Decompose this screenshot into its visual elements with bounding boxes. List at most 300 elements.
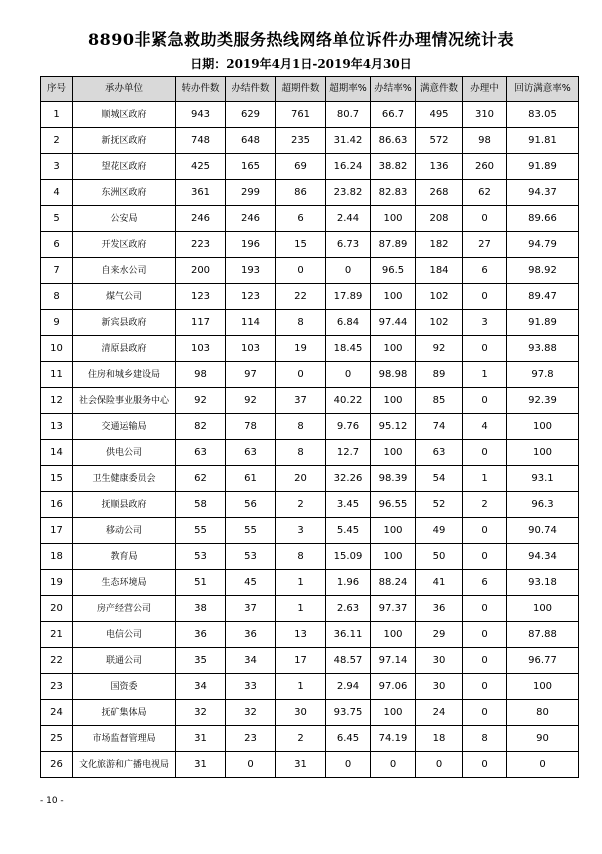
cell-overdue-rate: 12.7	[326, 440, 371, 466]
cell-satisfied: 30	[416, 674, 463, 700]
cell-index: 24	[41, 700, 73, 726]
cell-overdue-rate: 0	[326, 362, 371, 388]
cell-satisfied: 74	[416, 414, 463, 440]
cell-satisfied: 30	[416, 648, 463, 674]
cell-index: 4	[41, 180, 73, 206]
cell-in-progress: 0	[463, 206, 507, 232]
table-row	[41, 466, 579, 492]
page-number: - 10 -	[40, 796, 64, 806]
cell-satisfied: 24	[416, 700, 463, 726]
column-header-index: 序号	[41, 77, 73, 102]
cell-index: 14	[41, 440, 73, 466]
cell-transferred: 82	[176, 414, 226, 440]
cell-overdue: 1	[276, 674, 326, 700]
cell-completion-rate: 100	[371, 388, 416, 414]
cell-overdue-rate: 32.26	[326, 466, 371, 492]
column-header-completion-rate: 办结率%	[371, 77, 416, 102]
cell-completed: 123	[226, 284, 276, 310]
cell-unit: 开发区政府	[73, 232, 176, 258]
cell-completion-rate: 100	[371, 440, 416, 466]
cell-index: 26	[41, 752, 73, 778]
cell-overdue: 20	[276, 466, 326, 492]
cell-completed: 23	[226, 726, 276, 752]
cell-satisfaction-rate: 94.79	[507, 232, 579, 258]
cell-unit: 公安局	[73, 206, 176, 232]
cell-overdue-rate: 2.44	[326, 206, 371, 232]
cell-index: 10	[41, 336, 73, 362]
cell-satisfaction-rate: 89.66	[507, 206, 579, 232]
cell-in-progress: 0	[463, 674, 507, 700]
cell-unit: 供电公司	[73, 440, 176, 466]
cell-overdue: 17	[276, 648, 326, 674]
cell-transferred: 58	[176, 492, 226, 518]
cell-unit: 生态环境局	[73, 570, 176, 596]
cell-in-progress: 1	[463, 466, 507, 492]
cell-overdue-rate: 0	[326, 258, 371, 284]
table-row	[41, 258, 579, 284]
table-row	[41, 362, 579, 388]
cell-in-progress: 0	[463, 648, 507, 674]
cell-completion-rate: 100	[371, 622, 416, 648]
cell-completion-rate: 100	[371, 284, 416, 310]
cell-satisfied: 102	[416, 310, 463, 336]
cell-completion-rate: 100	[371, 544, 416, 570]
cell-index: 16	[41, 492, 73, 518]
table-row	[41, 726, 579, 752]
cell-satisfied: 63	[416, 440, 463, 466]
cell-satisfied: 0	[416, 752, 463, 778]
column-header-in-progress: 办理中	[463, 77, 507, 102]
cell-overdue-rate: 80.7	[326, 102, 371, 128]
cell-index: 6	[41, 232, 73, 258]
cell-overdue: 37	[276, 388, 326, 414]
date-range: 日期：2019年4月1日-2019年4月30日	[190, 57, 412, 71]
cell-transferred: 123	[176, 284, 226, 310]
cell-in-progress: 310	[463, 102, 507, 128]
cell-overdue: 8	[276, 310, 326, 336]
cell-transferred: 92	[176, 388, 226, 414]
cell-satisfied: 41	[416, 570, 463, 596]
cell-overdue: 235	[276, 128, 326, 154]
cell-in-progress: 0	[463, 388, 507, 414]
cell-in-progress: 8	[463, 726, 507, 752]
cell-transferred: 117	[176, 310, 226, 336]
cell-in-progress: 27	[463, 232, 507, 258]
table-row	[41, 440, 579, 466]
cell-completion-rate: 88.24	[371, 570, 416, 596]
cell-overdue-rate: 18.45	[326, 336, 371, 362]
cell-transferred: 246	[176, 206, 226, 232]
cell-completion-rate: 97.06	[371, 674, 416, 700]
cell-index: 7	[41, 258, 73, 284]
cell-completed: 246	[226, 206, 276, 232]
cell-satisfied: 268	[416, 180, 463, 206]
cell-index: 9	[41, 310, 73, 336]
cell-in-progress: 4	[463, 414, 507, 440]
cell-satisfied: 85	[416, 388, 463, 414]
cell-overdue-rate: 9.76	[326, 414, 371, 440]
cell-in-progress: 0	[463, 700, 507, 726]
cell-unit: 国资委	[73, 674, 176, 700]
cell-completion-rate: 100	[371, 336, 416, 362]
cell-overdue-rate: 6.84	[326, 310, 371, 336]
cell-completed: 78	[226, 414, 276, 440]
cell-transferred: 943	[176, 102, 226, 128]
cell-completed: 648	[226, 128, 276, 154]
cell-satisfied: 49	[416, 518, 463, 544]
cell-in-progress: 0	[463, 752, 507, 778]
column-header-unit: 承办单位	[73, 77, 176, 102]
column-header-completed: 办结件数	[226, 77, 276, 102]
cell-in-progress: 6	[463, 570, 507, 596]
cell-index: 8	[41, 284, 73, 310]
cell-unit: 望花区政府	[73, 154, 176, 180]
cell-completed: 63	[226, 440, 276, 466]
cell-completion-rate: 97.37	[371, 596, 416, 622]
cell-transferred: 32	[176, 700, 226, 726]
cell-transferred: 35	[176, 648, 226, 674]
column-header-satisfaction-rate: 回访满意率%	[507, 77, 579, 102]
cell-index: 18	[41, 544, 73, 570]
cell-overdue: 3	[276, 518, 326, 544]
cell-unit: 电信公司	[73, 622, 176, 648]
cell-unit: 住房和城乡建设局	[73, 362, 176, 388]
cell-unit: 联通公司	[73, 648, 176, 674]
cell-completion-rate: 74.19	[371, 726, 416, 752]
cell-satisfied: 36	[416, 596, 463, 622]
cell-index: 19	[41, 570, 73, 596]
cell-completed: 0	[226, 752, 276, 778]
cell-satisfied: 182	[416, 232, 463, 258]
cell-satisfaction-rate: 93.1	[507, 466, 579, 492]
cell-satisfied: 92	[416, 336, 463, 362]
statistics-table	[40, 76, 579, 778]
cell-satisfaction-rate: 93.18	[507, 570, 579, 596]
cell-overdue: 1	[276, 596, 326, 622]
cell-completed: 33	[226, 674, 276, 700]
cell-unit: 市场监督管理局	[73, 726, 176, 752]
cell-satisfaction-rate: 80	[507, 700, 579, 726]
cell-overdue-rate: 36.11	[326, 622, 371, 648]
cell-index: 25	[41, 726, 73, 752]
cell-unit: 自来水公司	[73, 258, 176, 284]
cell-overdue-rate: 23.82	[326, 180, 371, 206]
cell-satisfied: 29	[416, 622, 463, 648]
cell-overdue: 0	[276, 258, 326, 284]
cell-completed: 629	[226, 102, 276, 128]
cell-index: 15	[41, 466, 73, 492]
cell-in-progress: 1	[463, 362, 507, 388]
cell-overdue-rate: 17.89	[326, 284, 371, 310]
cell-completed: 53	[226, 544, 276, 570]
cell-satisfaction-rate: 89.47	[507, 284, 579, 310]
cell-index: 1	[41, 102, 73, 128]
cell-in-progress: 0	[463, 336, 507, 362]
cell-completion-rate: 97.14	[371, 648, 416, 674]
cell-completed: 196	[226, 232, 276, 258]
table-row	[41, 388, 579, 414]
cell-completion-rate: 100	[371, 700, 416, 726]
cell-completed: 36	[226, 622, 276, 648]
cell-in-progress: 98	[463, 128, 507, 154]
cell-satisfaction-rate: 91.89	[507, 154, 579, 180]
document-title: 8890非紧急救助类服务热线网络单位诉件办理情况统计表	[87, 30, 515, 49]
cell-unit: 移动公司	[73, 518, 176, 544]
cell-completion-rate: 38.82	[371, 154, 416, 180]
cell-overdue-rate: 5.45	[326, 518, 371, 544]
cell-overdue-rate: 93.75	[326, 700, 371, 726]
cell-transferred: 98	[176, 362, 226, 388]
cell-transferred: 223	[176, 232, 226, 258]
table-row	[41, 206, 579, 232]
cell-completed: 299	[226, 180, 276, 206]
cell-overdue: 15	[276, 232, 326, 258]
cell-unit: 新宾县政府	[73, 310, 176, 336]
table-row	[41, 284, 579, 310]
cell-satisfied: 50	[416, 544, 463, 570]
cell-index: 5	[41, 206, 73, 232]
cell-completed: 92	[226, 388, 276, 414]
column-header-satisfied: 满意件数	[416, 77, 463, 102]
column-header-overdue-rate: 超期率%	[326, 77, 371, 102]
cell-completion-rate: 95.12	[371, 414, 416, 440]
cell-unit: 房产经营公司	[73, 596, 176, 622]
cell-completed: 45	[226, 570, 276, 596]
table-row	[41, 128, 579, 154]
cell-overdue-rate: 40.22	[326, 388, 371, 414]
cell-overdue-rate: 0	[326, 752, 371, 778]
cell-overdue: 86	[276, 180, 326, 206]
table-row	[41, 648, 579, 674]
cell-completed: 56	[226, 492, 276, 518]
table-header-row	[41, 77, 579, 102]
cell-overdue: 6	[276, 206, 326, 232]
cell-satisfaction-rate: 90.74	[507, 518, 579, 544]
cell-transferred: 63	[176, 440, 226, 466]
cell-in-progress: 3	[463, 310, 507, 336]
cell-overdue-rate: 2.94	[326, 674, 371, 700]
cell-completion-rate: 98.98	[371, 362, 416, 388]
table-row	[41, 752, 579, 778]
cell-overdue: 0	[276, 362, 326, 388]
cell-in-progress: 0	[463, 518, 507, 544]
cell-index: 21	[41, 622, 73, 648]
cell-overdue-rate: 15.09	[326, 544, 371, 570]
cell-satisfied: 572	[416, 128, 463, 154]
cell-transferred: 36	[176, 622, 226, 648]
cell-overdue-rate: 1.96	[326, 570, 371, 596]
cell-completed: 32	[226, 700, 276, 726]
column-header-overdue: 超期件数	[276, 77, 326, 102]
cell-satisfaction-rate: 100	[507, 674, 579, 700]
cell-satisfaction-rate: 96.77	[507, 648, 579, 674]
cell-completion-rate: 97.44	[371, 310, 416, 336]
cell-transferred: 361	[176, 180, 226, 206]
cell-unit: 清原县政府	[73, 336, 176, 362]
cell-overdue: 2	[276, 492, 326, 518]
cell-unit: 文化旅游和广播电视局	[73, 752, 176, 778]
cell-satisfied: 89	[416, 362, 463, 388]
cell-in-progress: 0	[463, 544, 507, 570]
cell-completion-rate: 96.55	[371, 492, 416, 518]
cell-unit: 教育局	[73, 544, 176, 570]
cell-in-progress: 6	[463, 258, 507, 284]
cell-transferred: 55	[176, 518, 226, 544]
cell-overdue-rate: 3.45	[326, 492, 371, 518]
cell-unit: 新抚区政府	[73, 128, 176, 154]
cell-overdue: 8	[276, 414, 326, 440]
cell-completion-rate: 82.83	[371, 180, 416, 206]
cell-completed: 61	[226, 466, 276, 492]
cell-transferred: 53	[176, 544, 226, 570]
cell-satisfied: 495	[416, 102, 463, 128]
cell-completion-rate: 100	[371, 206, 416, 232]
cell-in-progress: 62	[463, 180, 507, 206]
cell-satisfaction-rate: 90	[507, 726, 579, 752]
cell-satisfaction-rate: 100	[507, 440, 579, 466]
cell-transferred: 748	[176, 128, 226, 154]
table-row	[41, 414, 579, 440]
cell-satisfaction-rate: 83.05	[507, 102, 579, 128]
cell-unit: 顺城区政府	[73, 102, 176, 128]
cell-transferred: 62	[176, 466, 226, 492]
cell-completion-rate: 86.63	[371, 128, 416, 154]
cell-satisfaction-rate: 91.89	[507, 310, 579, 336]
cell-in-progress: 0	[463, 284, 507, 310]
cell-overdue: 69	[276, 154, 326, 180]
cell-completed: 55	[226, 518, 276, 544]
cell-transferred: 103	[176, 336, 226, 362]
cell-overdue-rate: 31.42	[326, 128, 371, 154]
cell-unit: 煤气公司	[73, 284, 176, 310]
cell-unit: 东洲区政府	[73, 180, 176, 206]
cell-satisfaction-rate: 92.39	[507, 388, 579, 414]
cell-in-progress: 0	[463, 440, 507, 466]
cell-satisfaction-rate: 100	[507, 596, 579, 622]
cell-in-progress: 0	[463, 622, 507, 648]
cell-index: 2	[41, 128, 73, 154]
cell-overdue-rate: 16.24	[326, 154, 371, 180]
cell-transferred: 425	[176, 154, 226, 180]
cell-overdue-rate: 2.63	[326, 596, 371, 622]
cell-completed: 34	[226, 648, 276, 674]
cell-completion-rate: 0	[371, 752, 416, 778]
table-row	[41, 180, 579, 206]
table-row	[41, 336, 579, 362]
cell-satisfaction-rate: 91.81	[507, 128, 579, 154]
cell-satisfied: 52	[416, 492, 463, 518]
cell-completed: 103	[226, 336, 276, 362]
cell-overdue: 19	[276, 336, 326, 362]
cell-transferred: 200	[176, 258, 226, 284]
cell-index: 3	[41, 154, 73, 180]
cell-index: 17	[41, 518, 73, 544]
cell-satisfaction-rate: 87.88	[507, 622, 579, 648]
cell-unit: 社会保险事业服务中心	[73, 388, 176, 414]
cell-satisfaction-rate: 0	[507, 752, 579, 778]
column-header-transferred: 转办件数	[176, 77, 226, 102]
table-row	[41, 544, 579, 570]
cell-satisfied: 102	[416, 284, 463, 310]
cell-overdue: 13	[276, 622, 326, 648]
cell-transferred: 31	[176, 752, 226, 778]
table-row	[41, 518, 579, 544]
cell-index: 22	[41, 648, 73, 674]
cell-satisfaction-rate: 98.92	[507, 258, 579, 284]
cell-transferred: 34	[176, 674, 226, 700]
cell-overdue: 8	[276, 440, 326, 466]
table-row	[41, 492, 579, 518]
cell-unit: 交通运输局	[73, 414, 176, 440]
cell-completed: 97	[226, 362, 276, 388]
cell-overdue-rate: 48.57	[326, 648, 371, 674]
cell-transferred: 31	[176, 726, 226, 752]
cell-satisfaction-rate: 93.88	[507, 336, 579, 362]
cell-overdue-rate: 6.45	[326, 726, 371, 752]
cell-completion-rate: 98.39	[371, 466, 416, 492]
table-row	[41, 674, 579, 700]
cell-satisfied: 184	[416, 258, 463, 284]
cell-completion-rate: 87.89	[371, 232, 416, 258]
cell-index: 12	[41, 388, 73, 414]
cell-unit: 卫生健康委员会	[73, 466, 176, 492]
table-row	[41, 310, 579, 336]
cell-satisfied: 18	[416, 726, 463, 752]
cell-completed: 114	[226, 310, 276, 336]
cell-index: 11	[41, 362, 73, 388]
cell-index: 20	[41, 596, 73, 622]
cell-completion-rate: 96.5	[371, 258, 416, 284]
cell-satisfied: 54	[416, 466, 463, 492]
cell-completed: 165	[226, 154, 276, 180]
table-row	[41, 622, 579, 648]
cell-completed: 37	[226, 596, 276, 622]
cell-unit: 抚顺县政府	[73, 492, 176, 518]
cell-overdue: 2	[276, 726, 326, 752]
cell-completed: 193	[226, 258, 276, 284]
cell-overdue: 761	[276, 102, 326, 128]
cell-transferred: 51	[176, 570, 226, 596]
cell-index: 13	[41, 414, 73, 440]
cell-overdue: 31	[276, 752, 326, 778]
table-row	[41, 596, 579, 622]
cell-index: 23	[41, 674, 73, 700]
cell-overdue: 30	[276, 700, 326, 726]
cell-overdue-rate: 6.73	[326, 232, 371, 258]
table-row	[41, 232, 579, 258]
cell-transferred: 38	[176, 596, 226, 622]
cell-in-progress: 260	[463, 154, 507, 180]
cell-satisfied: 136	[416, 154, 463, 180]
cell-satisfaction-rate: 97.8	[507, 362, 579, 388]
cell-satisfaction-rate: 100	[507, 414, 579, 440]
cell-overdue: 22	[276, 284, 326, 310]
cell-unit: 抚矿集体局	[73, 700, 176, 726]
cell-satisfied: 208	[416, 206, 463, 232]
cell-completion-rate: 66.7	[371, 102, 416, 128]
cell-completion-rate: 100	[371, 518, 416, 544]
cell-in-progress: 0	[463, 596, 507, 622]
cell-satisfaction-rate: 96.3	[507, 492, 579, 518]
cell-in-progress: 2	[463, 492, 507, 518]
cell-satisfaction-rate: 94.37	[507, 180, 579, 206]
table-row	[41, 700, 579, 726]
table-row	[41, 102, 579, 128]
cell-overdue: 8	[276, 544, 326, 570]
table-row	[41, 154, 579, 180]
table-row	[41, 570, 579, 596]
cell-satisfaction-rate: 94.34	[507, 544, 579, 570]
